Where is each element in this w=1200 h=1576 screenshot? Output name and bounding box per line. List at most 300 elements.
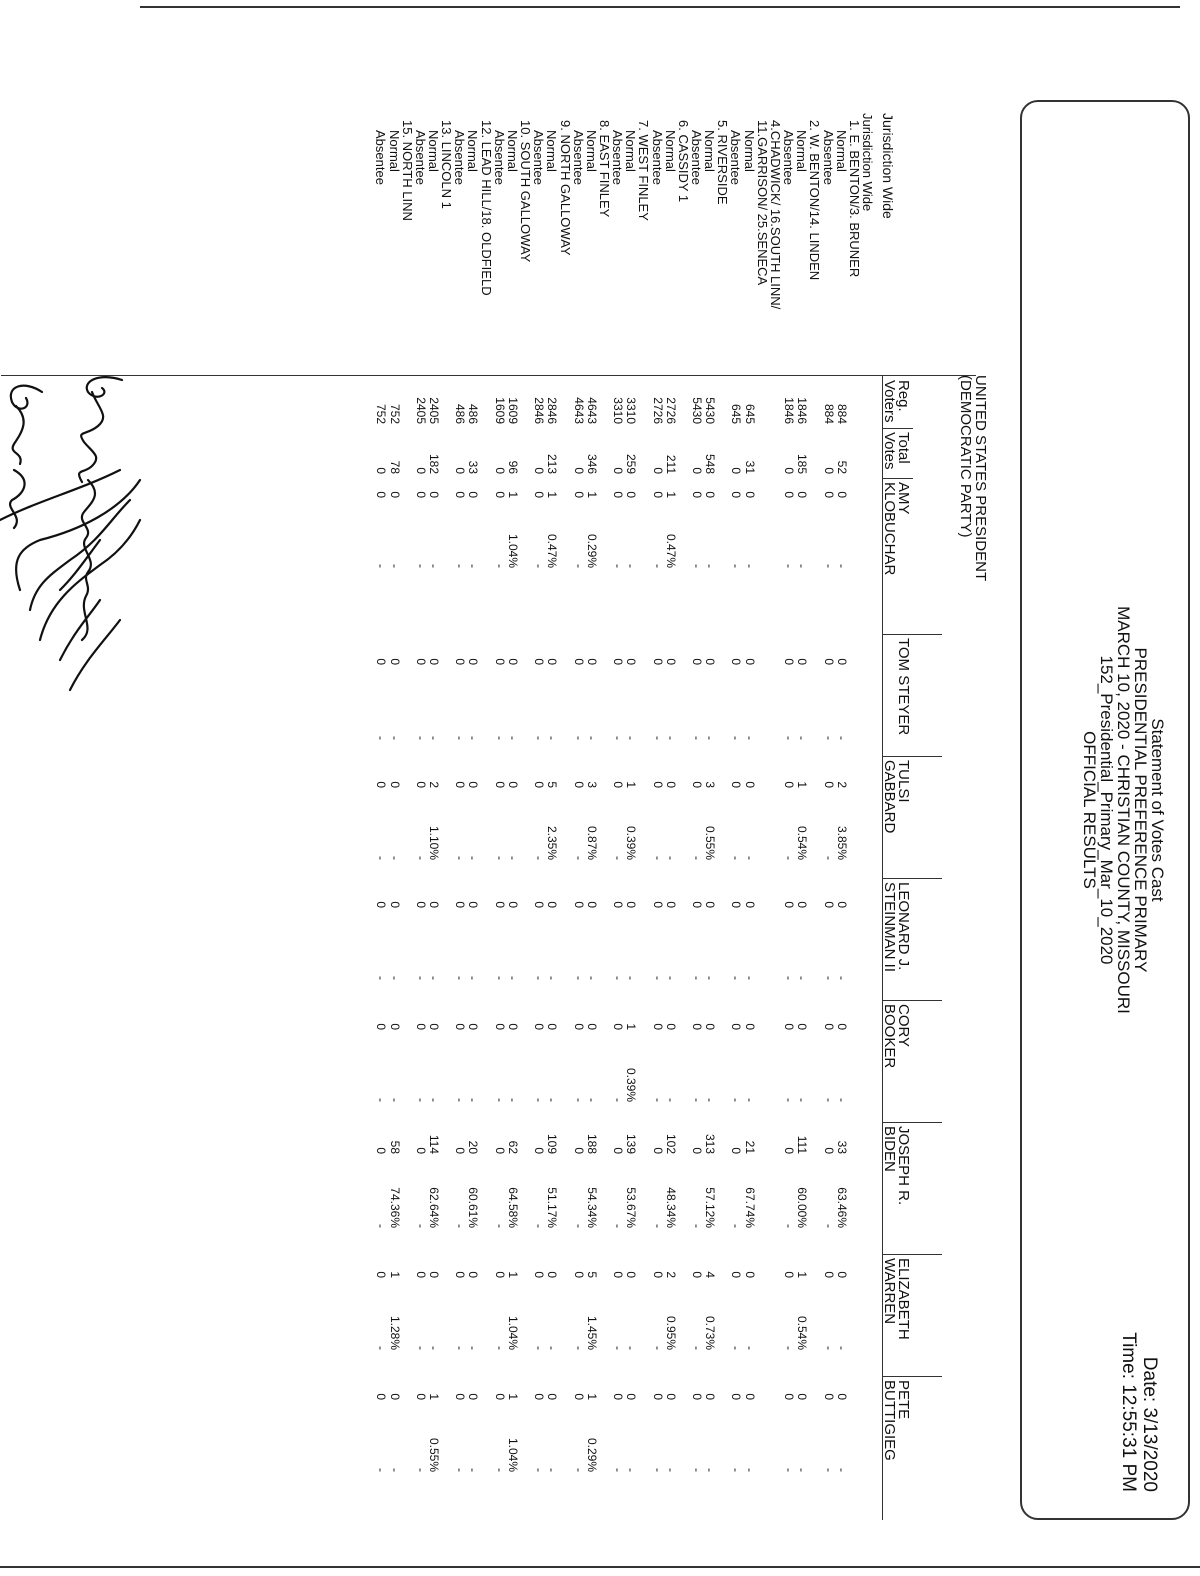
table-cell: 0	[545, 1393, 560, 1400]
table-cell: 0	[690, 1271, 705, 1278]
table-cell: 21	[742, 1140, 757, 1154]
table-cell: 0	[453, 467, 468, 474]
table-cell: 0	[795, 901, 810, 908]
table-cell: 0	[690, 1393, 705, 1400]
table-cell: 0	[742, 1271, 757, 1278]
report-time: Time: 12:55:31 PM	[1118, 1332, 1139, 1492]
table-cell: -	[782, 1098, 797, 1102]
table-cell: 182	[427, 453, 442, 474]
table-cell: 0	[466, 1393, 481, 1400]
table-cell: -	[742, 1098, 757, 1102]
table-cell: 33	[834, 1140, 849, 1154]
table-cell: -	[611, 564, 626, 568]
table-cell: 0.54%	[795, 1315, 810, 1350]
table-cell: 3	[584, 781, 599, 788]
table-cell: 48.34%	[663, 1187, 678, 1228]
table-cell: -	[703, 1098, 718, 1102]
table-cell: -	[492, 1224, 507, 1228]
table-cell: 0	[584, 1023, 599, 1030]
table-cell: 0	[624, 901, 639, 908]
table-cell: -	[782, 736, 797, 740]
table-cell: -	[492, 564, 507, 568]
table-cell: 0	[413, 467, 428, 474]
table-cell: 1	[624, 781, 639, 788]
table-cell: 0	[650, 901, 665, 908]
table-cell: -	[584, 736, 599, 740]
table-cell: 0	[611, 1271, 626, 1278]
table-cell: -	[466, 1098, 481, 1102]
table-cell: -	[387, 976, 402, 980]
table-cell: -	[505, 856, 520, 860]
table-cell: 0	[782, 1023, 797, 1030]
table-cell: 5430	[703, 397, 718, 424]
table-cell: -	[821, 1224, 836, 1228]
table-cell: -	[663, 1468, 678, 1472]
table-cell: 0	[374, 1023, 389, 1030]
table-cell: -	[571, 564, 586, 568]
table-cell: -	[782, 1224, 797, 1228]
table-cell: 0	[453, 1023, 468, 1030]
table-cell: -	[821, 564, 836, 568]
table-cell: -	[624, 1468, 639, 1472]
table-cell: -	[729, 564, 744, 568]
table-cell: 0	[453, 781, 468, 788]
table-cell: -	[374, 1098, 389, 1102]
table-cell: 0	[650, 467, 665, 474]
table-cell: -	[571, 1468, 586, 1472]
table-cell: 0	[624, 491, 639, 498]
table-cell: 0	[650, 1393, 665, 1400]
row-label: Normal	[465, 130, 481, 172]
table-cell: 0	[611, 1147, 626, 1154]
row-label: 2. W. BENTON/14. LINDEN	[807, 120, 823, 281]
table-cell: 1	[387, 1271, 402, 1278]
table-cell: 0	[703, 901, 718, 908]
table-cell: -	[742, 856, 757, 860]
table-cell: -	[611, 1098, 626, 1102]
table-cell: 0	[650, 1023, 665, 1030]
table-cell: 111	[795, 1135, 810, 1154]
table-cell: 0	[492, 1023, 507, 1030]
table-cell: -	[690, 856, 705, 860]
table-cell: 0	[782, 658, 797, 665]
table-cell: 0	[532, 1271, 547, 1278]
table-cell: 0	[650, 781, 665, 788]
table-cell: 0	[650, 491, 665, 498]
table-cell: -	[729, 976, 744, 980]
table-cell: 2726	[663, 397, 678, 424]
table-cell: -	[466, 856, 481, 860]
table-cell: -	[571, 736, 586, 740]
table-cell: 0	[545, 658, 560, 665]
table-cell: 0	[427, 491, 442, 498]
table-cell: -	[834, 1468, 849, 1472]
table-cell: 0	[427, 1023, 442, 1030]
row-label: Absentee	[649, 130, 665, 185]
table-cell: 1	[505, 1271, 520, 1278]
table-cell: 0	[663, 658, 678, 665]
table-cell: 0	[821, 1147, 836, 1154]
table-cell: 0	[690, 1023, 705, 1030]
table-cell: 0	[466, 781, 481, 788]
table-cell: 1846	[782, 397, 797, 424]
table-cell: 0	[729, 491, 744, 498]
table-cell: 0	[821, 491, 836, 498]
table-cell: 0	[742, 781, 757, 788]
table-cell: 0	[466, 491, 481, 498]
table-cell: 54.34%	[584, 1187, 599, 1228]
table-cell: -	[532, 1224, 547, 1228]
table-cell: -	[492, 1346, 507, 1350]
row-label: 12. LEAD HILL/18. OLDFIELD	[478, 120, 494, 296]
table-cell: 0	[374, 901, 389, 908]
row-label: 15. NORTH LINN	[399, 120, 415, 221]
row-label: Normal	[623, 130, 639, 172]
table-cell: -	[821, 856, 836, 860]
table-cell: 0	[387, 901, 402, 908]
table-cell: -	[545, 1098, 560, 1102]
table-cell: 102	[663, 1133, 678, 1154]
table-cell: 0	[545, 901, 560, 908]
table-cell: 0	[729, 1393, 744, 1400]
table-cell: 0	[611, 658, 626, 665]
table-cell: -	[466, 564, 481, 568]
table-cell: 0	[742, 1023, 757, 1030]
table-cell: 74.36%	[387, 1187, 402, 1228]
table-cell: -	[821, 736, 836, 740]
table-cell: 0	[492, 1393, 507, 1400]
table-cell: -	[505, 1098, 520, 1102]
row-label: 8. EAST FINLEY	[597, 120, 612, 218]
table-cell: 0	[834, 491, 849, 498]
table-cell: -	[795, 736, 810, 740]
table-cell: 0	[782, 1271, 797, 1278]
table-cell: 0	[427, 1271, 442, 1278]
table-cell: 188	[584, 1133, 599, 1154]
table-cell: 0	[374, 781, 389, 788]
table-cell: 0	[545, 1271, 560, 1278]
table-cell: -	[650, 856, 665, 860]
table-cell: 0	[782, 491, 797, 498]
table-cell: 64.58%	[505, 1187, 520, 1228]
table-cell: -	[584, 976, 599, 980]
table-cell: -	[374, 1224, 389, 1228]
row-label: Normal	[583, 130, 599, 172]
table-cell: 3	[703, 781, 718, 788]
table-cell: 0	[782, 1147, 797, 1154]
table-cell: -	[663, 736, 678, 740]
row-label: 13. LINCOLN 1	[439, 120, 455, 209]
candidate-header-line1: JOSEPH R.	[895, 1126, 912, 1206]
table-cell: -	[782, 856, 797, 860]
table-cell: -	[427, 736, 442, 740]
table-cell: 0	[532, 781, 547, 788]
row-label: Absentee	[689, 130, 705, 185]
table-cell: -	[532, 1098, 547, 1102]
table-cell: 0	[624, 1271, 639, 1278]
row-label: 1. E. BENTON/3. BRUNER	[846, 120, 862, 278]
table-cell: 0	[492, 1271, 507, 1278]
table-cell: 0	[571, 901, 586, 908]
table-cell: 2726	[650, 397, 665, 424]
table-cell: 0	[374, 1147, 389, 1154]
table-cell: -	[453, 736, 468, 740]
table-cell: 0	[611, 1393, 626, 1400]
table-cell: 0	[492, 901, 507, 908]
table-cell: 0	[532, 1393, 547, 1400]
row-label: Absentee	[610, 130, 626, 185]
table-cell: -	[821, 1468, 836, 1472]
table-cell: -	[729, 1224, 744, 1228]
table-cell: -	[413, 736, 428, 740]
table-cell: 0	[374, 491, 389, 498]
table-cell: 1.04%	[505, 533, 520, 568]
table-cell: -	[690, 736, 705, 740]
table-cell: 1.04%	[505, 1437, 520, 1472]
table-cell: 2846	[545, 397, 560, 424]
table-cell: 2405	[413, 397, 428, 424]
table-cell: -	[611, 1346, 626, 1350]
table-cell: -	[690, 1098, 705, 1102]
table-cell: 0	[545, 1023, 560, 1030]
table-cell: 752	[387, 403, 402, 424]
candidate-header-line1: CORY	[895, 1004, 912, 1048]
table-cell: 57.12%	[703, 1187, 718, 1228]
table-cell: -	[532, 1346, 547, 1350]
table-cell: 4	[703, 1271, 718, 1278]
total-votes-header-line1: Total	[895, 432, 912, 464]
table-cell: 3.85%	[834, 825, 849, 860]
table-cell: 0	[690, 1147, 705, 1154]
table-cell: 0	[821, 1271, 836, 1278]
table-cell: -	[611, 856, 626, 860]
table-cell: -	[374, 976, 389, 980]
table-cell: 0	[453, 901, 468, 908]
table-cell: 3310	[611, 397, 626, 424]
table-cell: 63.46%	[834, 1187, 849, 1228]
row-label: 9. NORTH GALLOWAY	[557, 120, 573, 256]
candidate-header-line1: ELIZABETH	[895, 1258, 912, 1340]
table-cell: -	[492, 856, 507, 860]
table-cell: 1	[795, 781, 810, 788]
candidate-header-line1: AMY	[895, 482, 912, 515]
row-label: Normal	[702, 130, 718, 172]
table-cell: -	[624, 1346, 639, 1350]
table-cell: 0	[821, 1393, 836, 1400]
table-cell: 1	[505, 1393, 520, 1400]
row-label: 10. SOUTH GALLOWAY	[518, 120, 534, 263]
table-cell: -	[492, 736, 507, 740]
contest-name: UNITED STATES PRESIDENT	[972, 375, 989, 582]
table-cell: 0	[413, 658, 428, 665]
table-cell: 0	[492, 467, 507, 474]
table-cell: 0	[505, 658, 520, 665]
table-cell: -	[584, 1098, 599, 1102]
table-cell: -	[427, 564, 442, 568]
table-cell: 0	[532, 658, 547, 665]
table-cell: 0	[834, 658, 849, 665]
row-label: Normal	[386, 130, 402, 172]
table-cell: 0	[729, 1271, 744, 1278]
table-cell: 0	[690, 491, 705, 498]
table-cell: 0	[505, 1023, 520, 1030]
table-cell: 0	[427, 658, 442, 665]
table-cell: -	[374, 1346, 389, 1350]
table-cell: 0	[571, 491, 586, 498]
row-label: Normal	[544, 130, 560, 172]
table-cell: -	[782, 1346, 797, 1350]
table-cell: -	[505, 736, 520, 740]
table-cell: 0	[387, 1393, 402, 1400]
table-cell: 0	[492, 658, 507, 665]
table-cell: -	[571, 1098, 586, 1102]
table-cell: 2	[663, 1271, 678, 1278]
table-cell: -	[505, 976, 520, 980]
table-cell: 20	[466, 1140, 481, 1154]
table-cell: 0	[663, 901, 678, 908]
row-label: Absentee	[412, 130, 428, 185]
table-cell: -	[690, 1468, 705, 1472]
table-cell: 0	[663, 1023, 678, 1030]
table-cell: 884	[834, 403, 849, 424]
table-cell: 0	[690, 901, 705, 908]
table-cell: 0	[650, 658, 665, 665]
table-cell: 0	[742, 901, 757, 908]
table-cell: 0	[690, 781, 705, 788]
row-label: Jurisdiction Wide	[860, 113, 875, 212]
table-cell: 0	[413, 1271, 428, 1278]
table-cell: 62.64%	[427, 1187, 442, 1228]
table-cell: 0	[466, 1023, 481, 1030]
table-cell: 0	[505, 901, 520, 908]
table-cell: 0	[795, 1393, 810, 1400]
table-cell: 67.74%	[742, 1187, 757, 1228]
table-cell: 185	[795, 453, 810, 474]
table-cell: 0	[505, 781, 520, 788]
row-label: Normal	[504, 130, 520, 172]
table-cell: -	[387, 856, 402, 860]
table-cell: -	[611, 1224, 626, 1228]
table-cell: -	[624, 736, 639, 740]
table-cell: 0	[492, 491, 507, 498]
table-cell: -	[729, 856, 744, 860]
jurisdiction-column-header: Jurisdiction Wide	[880, 113, 896, 219]
table-cell: 0	[387, 781, 402, 788]
table-cell: 0	[611, 467, 626, 474]
table-cell: 0	[374, 467, 389, 474]
table-cell: 0	[532, 1147, 547, 1154]
candidate-header-line2: WARREN	[881, 1258, 898, 1325]
table-cell: 4643	[571, 397, 586, 424]
row-label: Absentee	[781, 130, 797, 185]
table-cell: 0	[532, 467, 547, 474]
table-cell: -	[624, 976, 639, 980]
table-cell: 0	[374, 658, 389, 665]
row-label: Normal	[794, 130, 810, 172]
table-cell: 0	[571, 1023, 586, 1030]
table-cell: -	[650, 1468, 665, 1472]
table-cell: 0	[571, 1147, 586, 1154]
table-cell: 2405	[427, 397, 442, 424]
row-label: Absentee	[491, 130, 507, 185]
table-cell: 0	[387, 491, 402, 498]
table-cell: 0	[742, 1393, 757, 1400]
table-cell: 5430	[690, 397, 705, 424]
table-cell: 0	[834, 1271, 849, 1278]
table-cell: 0.95%	[663, 1315, 678, 1350]
report-date: Date: 3/13/2020	[1139, 1356, 1160, 1492]
table-cell: -	[624, 564, 639, 568]
table-cell: 313	[703, 1133, 718, 1154]
table-cell: -	[466, 1468, 481, 1472]
table-cell: 0	[571, 1271, 586, 1278]
table-cell: -	[690, 564, 705, 568]
table-cell: -	[795, 1098, 810, 1102]
row-label: Normal	[662, 130, 678, 172]
table-cell: 2	[427, 781, 442, 788]
election-name: PRESIDENTIAL PREFERENCE PRIMARY	[1131, 647, 1150, 973]
table-cell: 0.54%	[795, 825, 810, 860]
table-cell: 96	[505, 460, 520, 474]
table-cell: -	[374, 856, 389, 860]
table-cell: 1609	[492, 397, 507, 424]
report-title: Statement of Votes Cast	[1148, 718, 1167, 902]
candidate-header-line2: BOOKER	[881, 1004, 898, 1069]
table-cell: -	[453, 856, 468, 860]
table-cell: 0	[571, 781, 586, 788]
table-cell: -	[413, 1224, 428, 1228]
table-cell: -	[611, 976, 626, 980]
table-cell: 1	[624, 1023, 639, 1030]
candidate-header-line1: TULSI	[895, 760, 912, 803]
table-cell: 0	[795, 1023, 810, 1030]
table-cell: 0	[387, 658, 402, 665]
table-cell: -	[545, 736, 560, 740]
table-cell: 0	[729, 781, 744, 788]
table-cell: 1609	[505, 397, 520, 424]
table-cell: 0	[834, 901, 849, 908]
table-cell: -	[663, 976, 678, 980]
table-cell: -	[413, 856, 428, 860]
table-cell: 0	[821, 901, 836, 908]
candidate-header-line2: BIDEN	[881, 1126, 898, 1172]
table-cell: 58	[387, 1140, 402, 1154]
table-cell: -	[663, 856, 678, 860]
table-cell: 53.67%	[624, 1187, 639, 1228]
table-cell: 0	[611, 781, 626, 788]
table-cell: -	[387, 1098, 402, 1102]
table-cell: -	[650, 736, 665, 740]
table-cell: 0	[466, 901, 481, 908]
table-cell: 0.39%	[624, 1067, 639, 1102]
table-cell: 0	[532, 491, 547, 498]
table-cell: -	[782, 564, 797, 568]
table-cell: -	[453, 1224, 468, 1228]
table-cell: 1	[545, 491, 560, 498]
table-cell: 0	[453, 1271, 468, 1278]
row-label: 5. RIVERSIDE	[715, 120, 731, 205]
table-cell: -	[650, 564, 665, 568]
table-cell: 2.35%	[545, 825, 560, 860]
table-cell: -	[374, 1468, 389, 1472]
table-cell: -	[742, 564, 757, 568]
table-cell: -	[834, 976, 849, 980]
table-cell: 0	[795, 658, 810, 665]
table-cell: 0.47%	[663, 533, 678, 568]
table-cell: 0	[782, 781, 797, 788]
table-cell: -	[782, 1468, 797, 1472]
table-cell: 884	[821, 403, 836, 424]
